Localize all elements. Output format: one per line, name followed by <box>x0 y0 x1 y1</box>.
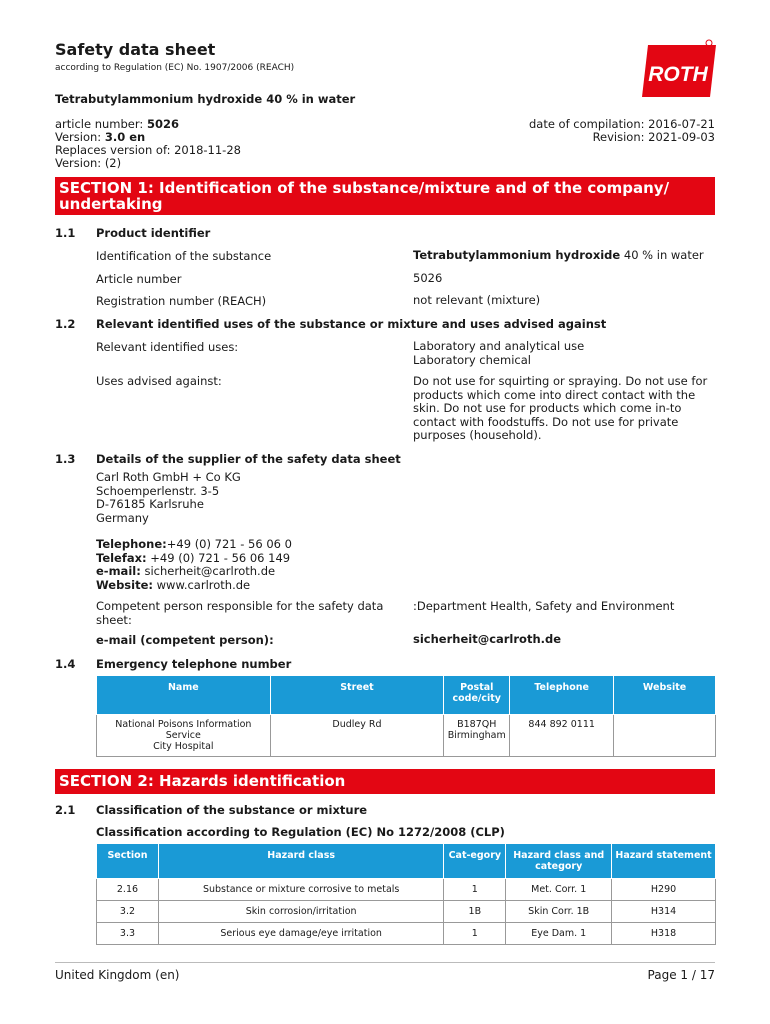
table-cell: Skin corrosion/irritation <box>158 901 443 923</box>
document-meta-right <box>529 118 715 144</box>
subsection-heading: Emergency telephone number <box>96 657 292 671</box>
identified-uses: Laboratory and analytical use Laboratory chemical <box>413 339 585 367</box>
subsection-heading: Classification of the substance or mixture <box>96 803 368 817</box>
table-row <box>97 715 716 757</box>
emergency-contacts-table <box>96 675 716 757</box>
section-number: 1.4 <box>55 657 76 671</box>
table-cell: Skin Corr. 1B <box>506 901 612 923</box>
competent-person: :Department Health, Safety and Environment <box>413 599 675 613</box>
roth-logo <box>642 39 716 97</box>
table-cell: 1B <box>444 901 506 923</box>
product-name: Tetrabutylammonium hydroxide 40 % in water <box>55 92 356 106</box>
regulation-subtitle: according to Regulation (EC) No. 1907/2006 (REACH) <box>55 63 295 73</box>
column-header: Name <box>97 676 271 715</box>
field-label: Uses advised against: <box>96 374 222 388</box>
table-cell: Eye Dam. 1 <box>506 923 612 945</box>
section-number: 1.1 <box>55 226 76 240</box>
column-header: Hazard statement <box>612 844 716 879</box>
table-cell <box>614 715 716 757</box>
table-cell: 3.3 <box>97 923 159 945</box>
document-title: Safety data sheet <box>55 40 216 59</box>
hazard-classification-table <box>96 843 716 945</box>
column-header: Hazard class <box>158 844 443 879</box>
footer-locale: United Kingdom (en) <box>55 968 180 982</box>
footer-divider <box>55 962 715 963</box>
table-cell: Met. Corr. 1 <box>506 879 612 901</box>
subsection-heading: Product identifier <box>96 226 211 240</box>
table-cell: 2.16 <box>97 879 159 901</box>
supplier-address: Carl Roth GmbH + Co KG Schoemperlenstr. 3-5 D-76185 Karlsruhe Germany <box>96 470 241 525</box>
table-cell: H314 <box>612 901 716 923</box>
column-header: Postal code/city <box>444 676 510 715</box>
column-header: Street <box>270 676 444 715</box>
replaces-version-number: Version: (2) <box>55 156 122 170</box>
table-cell: Substance or mixture corrosive to metals <box>158 879 443 901</box>
section-1-header: SECTION 1: Identification of the substance/mixture and of the company/ undertaking <box>55 177 715 215</box>
table-cell: National Poisons Information Service City Hospital <box>97 715 271 757</box>
table-cell: H290 <box>612 879 716 901</box>
table-cell: 1 <box>444 879 506 901</box>
column-header: Website <box>614 676 716 715</box>
version-number: 3.0 en <box>104 130 146 144</box>
table-cell: 3.2 <box>97 901 159 923</box>
section-2-header: SECTION 2: Hazards identification <box>55 769 715 794</box>
subsection-heading: Relevant identified uses of the substance or mixture and uses advised against <box>96 317 607 331</box>
article-number: 5026 <box>146 117 179 131</box>
svg-text:ROTH: ROTH <box>648 63 708 86</box>
table-cell: 844 892 0111 <box>510 715 614 757</box>
supplier-contacts: Telephone:+49 (0) 721 - 56 06 0 Telefax: +49 (0) 721 - 56 06 149 e-mail: sicherheit@carlroth.de Website: www.carlroth.de <box>96 537 292 592</box>
section-number: 1.3 <box>55 452 76 466</box>
supplier-email[interactable]: e-mail: sicherheit@carlroth.de <box>96 564 276 578</box>
registration-number-value: not relevant (mixture) <box>413 293 541 307</box>
field-label: Identification of the substance <box>96 249 272 263</box>
table-cell: H318 <box>612 923 716 945</box>
column-header: Section <box>97 844 159 879</box>
section-number: 1.2 <box>55 317 76 331</box>
subsection-subheading: Classification according to Regulation (EC) No 1272/2008 (CLP) <box>96 825 505 839</box>
field-label: Relevant identified uses: <box>96 340 239 354</box>
table-cell: Serious eye damage/eye irritation <box>158 923 443 945</box>
competent-email[interactable]: sicherheit@carlroth.de <box>413 632 562 646</box>
revision-date: Revision: 2021-09-03 <box>592 130 715 144</box>
table-row <box>97 923 716 945</box>
replaces-version: Replaces version of: 2018-11-28 <box>55 143 241 157</box>
column-header: Hazard class and category <box>506 844 612 879</box>
article-number-value: 5026 <box>413 271 443 285</box>
field-label: e-mail (competent person): <box>96 633 274 647</box>
table-cell: B187QH Birmingham <box>444 715 510 757</box>
field-label: Competent person responsible for the safety data sheet: <box>96 599 384 627</box>
compilation-date: date of compilation: 2016-07-21 <box>528 117 715 131</box>
uses-advised-against: Do not use for squirting or spraying. Do not use for products which come into direct contact with the skin. Do not use for products which come in-to contact with foodstuffs. Do not use for private purposes (household). <box>413 374 708 442</box>
table-row <box>97 879 716 901</box>
supplier-website[interactable]: Website: www.carlroth.de <box>96 577 251 592</box>
document-meta-left: article number: 5026 Version: 3.0 en Replaces version of: 2018-11-28 Version: (2) <box>55 117 241 170</box>
substance-identification: Tetrabutylammonium hydroxide 40 % in water <box>413 248 704 262</box>
table-row <box>97 901 716 923</box>
column-header: Telephone <box>510 676 614 715</box>
table-cell: 1 <box>444 923 506 945</box>
section-number: 2.1 <box>55 803 76 817</box>
table-cell: Dudley Rd <box>270 715 444 757</box>
subsection-heading: Details of the supplier of the safety data sheet <box>96 452 401 466</box>
field-label: Article number <box>96 272 182 286</box>
field-label: Registration number (REACH) <box>96 294 267 308</box>
column-header: Cat-egory <box>444 844 506 879</box>
page-number: Page 1 / 17 <box>647 968 715 982</box>
